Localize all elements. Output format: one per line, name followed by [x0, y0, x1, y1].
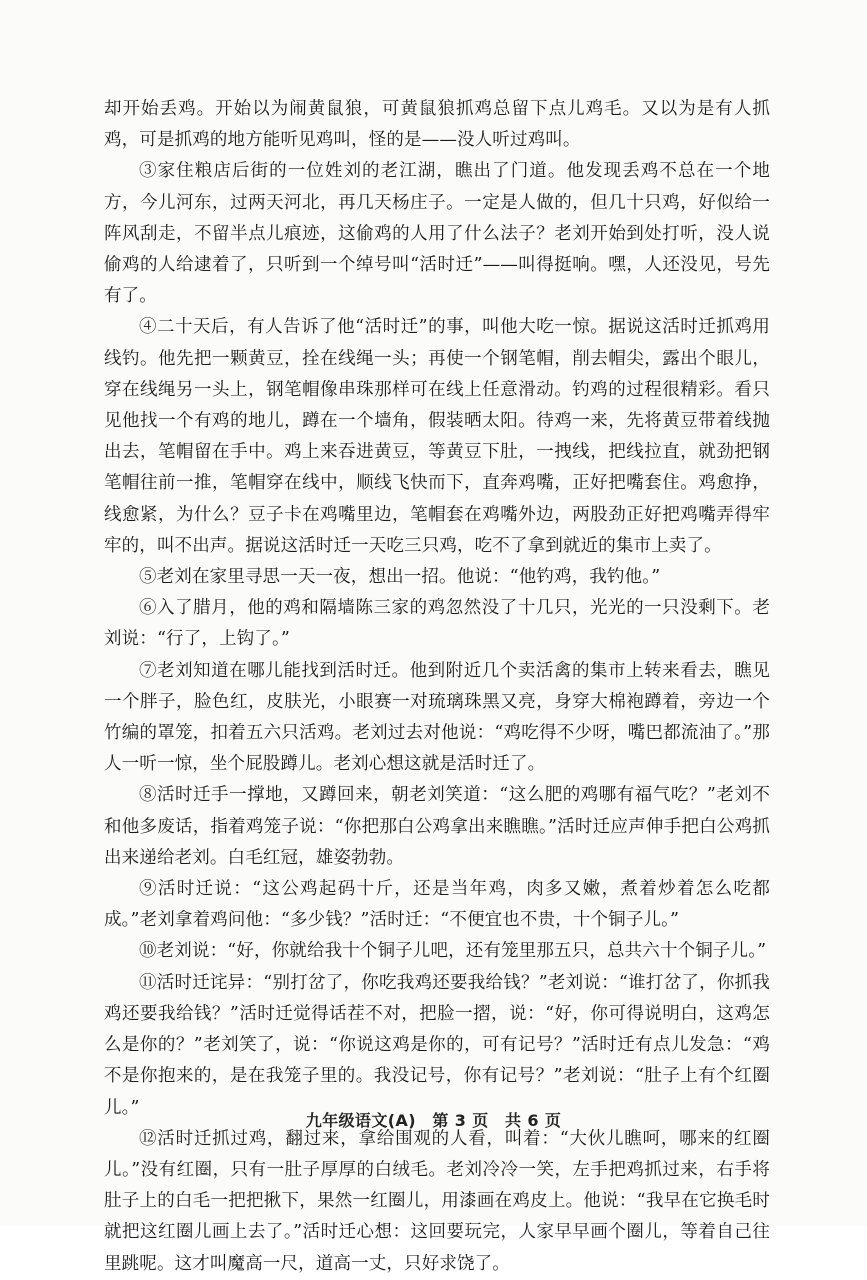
paragraph-6: ⑥入了腊月，他的鸡和隔墙陈三家的鸡忽然没了十几只，光光的一只没剩下。老刘说：“行了，上钩了。” [104, 598, 770, 650]
page-footer: 九年级语文(A) 第 3 页 共 6 页 [305, 1111, 562, 1130]
paragraph-12: ⑫活时迁抓过鸡，翻过来，拿给围观的人看，叫着：“大伙儿瞧呵，哪来的红圈儿。”没有红圈，只有一肚子厚厚的白绒毛。老刘冷冷一笑，左手把鸡抓过来，右手将肚子上的白毛一把把揪下，果然一红圈儿，用漆画在鸡皮上。他说：“我早在它换毛时就把这红圈儿画上去了。”活时迁心想：这回要玩完，人家早早画个圈儿，等着自己往里跳呢。这才叫魔高一尺，道高一丈，只好求饶了。 [104, 1128, 770, 1274]
paragraph-11: ⑪活时迁诧异：“别打岔了，你吃我鸡还要我给钱？”老刘说：“谁打岔了，你抓我鸡还要我给钱？”活时迁觉得话茬不对，把脸一摺，说：“好，你可得说明白，这鸡怎么是你的？”老刘笑了，说：“你说这鸡是你的，可有记号？”活时迁有点儿发急：“鸡不是你抱来的，是在我笼子里的。我没记号，你有记号？”老刘说：“肚子上有个红圈儿。” [104, 972, 770, 1118]
paragraph-continuation: 却开始丢鸡。开始以为闹黄鼠狼，可黄鼠狼抓鸡总留下点儿鸡毛。又以为是有人抓鸡，可是抓鸡的地方能听见鸡叫，怪的是——没人听过鸡叫。 [104, 99, 770, 151]
paragraph-7: ⑦老刘知道在哪儿能找到活时迁。他到附近几个卖活禽的集市上转来看去，瞧见一个胖子，脸色红，皮肤光，小眼赛一对琉璃珠黑又亮，身穿大棉袍蹲着，旁边一个竹编的罩笼，扣着五六只活鸡。老刘过去对他说：“鸡吃得不少呀，嘴巴都流油了。”那人一听一惊，坐个屁股蹲儿。老刘心想这就是活时迁了。 [104, 660, 770, 775]
paragraph-4: ④二十天后，有人告诉了他“活时迁”的事，叫他大吃一惊。据说这活时迁抓鸡用线钓。他先把一颗黄豆，拴在线绳一头；再使一个钢笔帽，削去帽尖，露出个眼儿，穿在线绳另一头上，钢笔帽像串珠那样可在线上任意滑动。钓鸡的过程很精彩。看只见他找一个有鸡的地儿，蹲在一个墙角，假装晒太阳。待鸡一来，先将黄豆带着线抛出去，笔帽留在手中。鸡上来吞进黄豆，等黄豆下肚，一拽线，把线拉直，就劲把钢笔帽往前一推，笔帽穿在线中，顺线飞快而下，直奔鸡嘴，正好把嘴套住。鸡愈挣，线愈紧，为什么？豆子卡在鸡嘴里边，笔帽套在鸡嘴外边，两股劲正好把鸡嘴弄得牢牢的，叫不出声。据说这活时迁一天吃三只鸡，吃不了拿到就近的集市上卖了。 [104, 317, 770, 556]
paragraph-10: ⑩老刘说：“好，你就给我十个铜子儿吧，还有笼里那五只，总共六十个铜子儿。” [139, 941, 767, 962]
reading-passage [104, 94, 770, 1280]
paragraph-8: ⑧活时迁手一撑地，又蹲回来，朝老刘笑道：“这么肥的鸡哪有福气吃？”老刘不和他多废话，指着鸡笼子说：“你把那白公鸡拿出来瞧瞧。”活时迁应声伸手把白公鸡抓出来递给老刘。白毛红冠，雄姿勃勃。 [104, 785, 770, 868]
paragraph-5: ⑤老刘在家里寻思一天一夜，想出一招。他说：“他钓鸡，我钓他。” [139, 567, 661, 588]
paragraph-3: ③家住粮店后街的一位姓刘的老江湖，瞧出了门道。他发现丢鸡不总在一个地方，今儿河东，过两天河北，再几天杨庄子。一定是人做的，但几十只鸡，好似给一阵风刮走，不留半点儿痕迹，这偷鸡的人用了什么法子？老刘开始到处打听，没人说偷鸡的人给逮着了，只听到一个绰号叫“活时迁”——叫得挺响。嘿，人还没见，号先有了。 [104, 161, 770, 307]
paragraph-9: ⑨活时迁说：“这公鸡起码十斤，还是当年鸡，肉多又嫩，煮着炒着怎么吃都成。”老刘拿着鸡问他：“多少钱？”活时迁：“不便宜也不贵，十个铜子儿。” [104, 879, 770, 931]
